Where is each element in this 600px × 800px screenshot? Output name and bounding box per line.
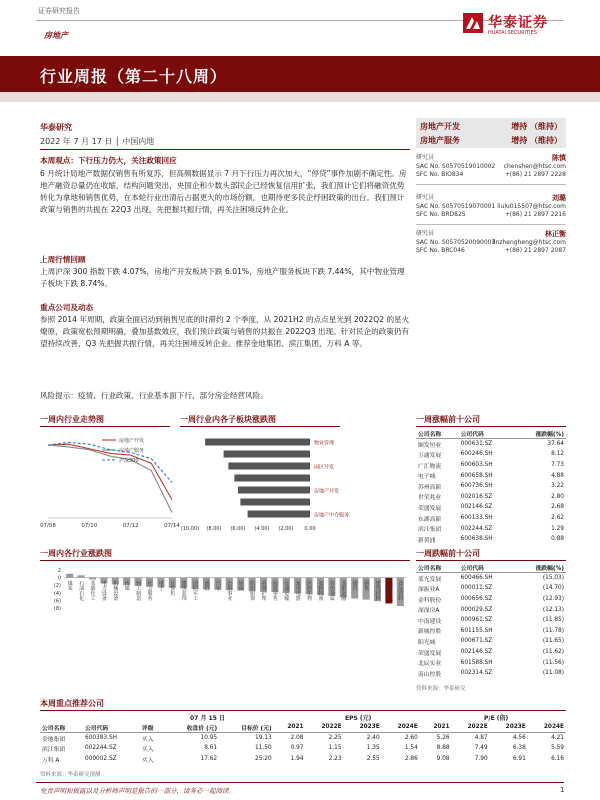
footer-divider xyxy=(36,782,564,783)
category-label: 食品饮料 xyxy=(397,580,404,601)
analyst-sac: SAC No. S0570519070001 xyxy=(416,202,496,210)
category-label: 非银金融 xyxy=(340,580,347,601)
category-label: 公用事业 xyxy=(226,580,233,601)
table-row xyxy=(416,636,566,647)
table-cell: 1.94 xyxy=(290,756,304,763)
top-down-source: 资料来源：华泰研究 xyxy=(416,686,466,692)
analyst-sfc: SFC No. BRD825 xyxy=(416,211,466,218)
table-cell: 0.88 xyxy=(551,536,564,543)
recommend-table xyxy=(40,722,566,764)
chart2-title: 一周行业内各子板块涨跌图 xyxy=(180,415,276,424)
table-cell: 11.50 xyxy=(255,745,272,752)
table-cell: 4.56 xyxy=(512,735,526,742)
category-label: 建筑材料 xyxy=(374,580,381,601)
category-label: 交通运输 xyxy=(283,580,290,601)
table-cell: 1.35 xyxy=(366,745,380,752)
table-cell: (14.70) xyxy=(542,585,564,592)
analyst-email: liulu015507@htsc.com xyxy=(497,202,566,210)
table-cell: 0.97 xyxy=(290,745,304,752)
table-cell: 7.90 xyxy=(474,756,488,763)
table-cell: 4.21 xyxy=(551,735,564,742)
table-cell: 000671.SZ xyxy=(460,638,493,645)
header-cell: 2022E xyxy=(305,722,343,733)
table-cell: 6.38 xyxy=(512,745,526,752)
table-cell: (11.85) xyxy=(542,617,564,624)
table-cell: 金科股份 xyxy=(418,597,442,604)
analyst-role: 研究员 xyxy=(416,230,435,237)
table-cell: 阳光城 xyxy=(418,639,436,646)
header-cell: 2021 xyxy=(420,722,452,733)
category-label: 煤炭 xyxy=(66,580,73,591)
divider xyxy=(40,426,170,427)
bar xyxy=(238,487,310,494)
table-cell: 世荣兆业 xyxy=(418,495,442,502)
table-cell: 600466.SH xyxy=(460,575,493,582)
header-cell: 公司名称 xyxy=(416,428,459,439)
table-cell: 5.59 xyxy=(551,745,564,752)
table-cell: 电子城 xyxy=(418,474,436,481)
table-cell: 8.12 xyxy=(551,451,564,458)
table-cell: 金地集团 xyxy=(42,736,66,743)
analyst-role: 研究员 xyxy=(416,194,435,201)
x-tick-label: 07/14 xyxy=(164,523,180,529)
category-label: 建筑装饰 xyxy=(180,580,187,601)
table-row xyxy=(416,470,566,481)
top-up-table xyxy=(416,428,566,545)
category-label: 美容护理 xyxy=(260,580,267,601)
header-cell: 公司代码 xyxy=(459,428,515,439)
table-cell: 顺发恒业 xyxy=(418,442,442,449)
table-cell: 万通发展 xyxy=(418,452,442,459)
table-cell: 600603.SH xyxy=(460,462,493,469)
divider xyxy=(40,560,410,561)
category-label: 轻工制造 xyxy=(135,580,142,601)
table-cell: 2.55 xyxy=(366,756,380,763)
table-header-row xyxy=(416,428,566,439)
rating-row xyxy=(420,121,562,132)
table-row xyxy=(416,647,566,658)
rating-sector: 房地产开发 xyxy=(420,122,460,131)
top-down-title: 一周跌幅前十公司 xyxy=(416,549,480,558)
table-cell: 10.95 xyxy=(200,735,218,742)
header-cell: 2021 xyxy=(274,722,306,733)
table-row xyxy=(40,733,566,744)
report-date: 2022 年 7 月 17 日 │ 中国内地 xyxy=(40,137,155,146)
table-cell: 002016.SZ xyxy=(460,493,493,500)
table-row xyxy=(416,626,566,637)
legend-label: 房地产服务 xyxy=(119,448,145,454)
y-tick-label: (6) xyxy=(53,598,61,605)
category-label: 汽车 xyxy=(214,580,221,591)
industry-bar-chart xyxy=(40,564,410,682)
table-cell: 601155.SH xyxy=(460,627,493,634)
x-tick-label: (4.00) xyxy=(254,526,270,532)
table-cell: 19.13 xyxy=(255,735,272,742)
rating-row xyxy=(420,135,562,146)
page-number: 1 xyxy=(560,786,565,794)
category-label: 农林牧渔 xyxy=(317,580,324,601)
header-cell: 评级 xyxy=(140,722,165,733)
x-tick-label: 07/10 xyxy=(81,523,98,529)
category-label: 家用电器 xyxy=(294,580,301,601)
table-cell: 南山控股 xyxy=(418,671,442,678)
analyst-name: 陈慎 xyxy=(552,154,566,162)
table-cell: 蓝光发展 xyxy=(418,576,442,583)
table-cell: 东湖高新 xyxy=(418,516,442,523)
analyst-card xyxy=(416,154,566,180)
bar xyxy=(78,575,85,577)
category-label: 商贸零售 xyxy=(271,580,278,601)
rating-sector: 房地产服务 xyxy=(420,136,460,145)
table-cell: 深振业A xyxy=(418,586,440,593)
table-row xyxy=(416,523,566,534)
table-cell: 5.26 xyxy=(436,735,450,742)
y-tick-label: (4) xyxy=(53,590,61,597)
category-label: 环保 xyxy=(237,580,244,591)
table-cell: 1.54 xyxy=(404,745,418,752)
analyst-sac: SAC No. S0570519010002 xyxy=(416,162,496,170)
table-cell: 荣盛发展 xyxy=(418,505,442,512)
header-cell: 公司名称 xyxy=(40,722,83,733)
table-cell: 7.49 xyxy=(474,745,488,752)
table-cell: 2.40 xyxy=(366,735,380,742)
table-row xyxy=(40,743,566,754)
header-cell: 2023E xyxy=(490,722,528,733)
analyst-role: 研究员 xyxy=(416,154,435,161)
table-cell: 8.88 xyxy=(436,745,450,752)
chart3-title: 一周内各行业涨跌图 xyxy=(40,549,112,558)
x-tick-label: (2.00) xyxy=(278,526,294,532)
table-row xyxy=(40,754,566,765)
market-body: 上周沪深 300 指数下跌 4.07%，房地产开发板块下跌 6.01%，房地产服务板块下跌 7.44%，其中物业管理子板块下跌 8.74%。 xyxy=(40,267,405,288)
table-cell: 广汇物流 xyxy=(418,463,442,470)
category-label: 计算机 xyxy=(169,580,176,596)
table-cell: 000029.SZ xyxy=(460,606,493,613)
category-label: 钢铁 xyxy=(363,580,370,591)
logo-cn: 华泰证券 xyxy=(488,15,548,31)
rating-box xyxy=(416,118,566,148)
bar xyxy=(228,463,310,470)
rating-value: 增持 （维持） xyxy=(511,136,562,145)
table-row xyxy=(416,460,566,471)
table-cell: 002244.SZ xyxy=(84,745,117,752)
table-cell: 2.80 xyxy=(551,493,564,500)
table-cell: (12.93) xyxy=(542,596,564,603)
table-cell: 002146.SZ xyxy=(460,504,493,511)
legend-label: 房地产开发 xyxy=(119,438,145,444)
category-label: 物业管理 xyxy=(314,440,335,447)
table-header-row xyxy=(40,722,566,733)
x-tick-label: 0.00 xyxy=(304,526,316,532)
recommend-source: 资料来源：华泰研究预测 xyxy=(40,772,101,778)
table-cell: 6.91 xyxy=(512,756,526,763)
table-cell: 000656.SZ xyxy=(460,596,493,603)
table-cell: 000961.SZ xyxy=(460,617,493,624)
table-cell: 601588.SH xyxy=(460,659,493,666)
table-row xyxy=(416,668,566,679)
disclaimer: 免责声明和披露以及分析师声明是报告的一部分，请务必一起阅读。 xyxy=(40,787,235,795)
category-label: 社会服务 xyxy=(146,580,153,601)
table-cell: 北辰实业 xyxy=(418,661,442,668)
category-label: 房地产 xyxy=(385,580,392,596)
table-cell: (12.13) xyxy=(542,606,564,613)
table-cell: 1.29 xyxy=(551,525,564,532)
table-cell: 600133.SH xyxy=(460,515,493,522)
table-cell: 8.61 xyxy=(204,745,218,752)
banner-strip xyxy=(0,92,600,102)
header-cell: 涨跌幅(%) xyxy=(515,562,566,573)
table-row xyxy=(416,534,566,545)
table-row xyxy=(416,657,566,668)
y-tick-label: (8) xyxy=(53,606,61,612)
table-cell: 002314.SZ xyxy=(460,670,493,677)
summary-heading: 本周观点：下行压力仍大，关注政策回应 xyxy=(40,156,177,165)
table-cell: 2.25 xyxy=(328,735,342,742)
header-cell: 公司代码 xyxy=(83,722,140,733)
table-cell: 万科 A xyxy=(42,757,60,764)
table-cell: (11.65) xyxy=(542,638,564,645)
table-header-row xyxy=(416,562,566,573)
table-cell: 600736.SH xyxy=(460,483,493,490)
table-cell: 25.20 xyxy=(255,756,272,763)
series-line xyxy=(48,445,172,512)
category-label: 机械设备 xyxy=(112,580,119,601)
table-cell: 中南建设 xyxy=(418,618,442,625)
analyst-card xyxy=(416,230,566,256)
table-cell: (11.08) xyxy=(542,670,564,677)
table-cell: 2.68 xyxy=(551,504,564,511)
table-row xyxy=(416,502,566,513)
category-label: 园区开发 xyxy=(314,464,335,471)
subsector-bar-chart xyxy=(180,432,360,542)
header-cell: 公司名称 xyxy=(416,562,459,573)
category-label: 银行 xyxy=(351,580,358,591)
x-tick-label: 07/12 xyxy=(122,523,139,529)
chart1-title: 一周内行业走势图 xyxy=(40,415,104,424)
market-heading: 上周行情回顾 xyxy=(40,255,86,264)
category-label: 通信 xyxy=(203,580,210,591)
bar xyxy=(66,574,73,578)
bar xyxy=(240,499,310,506)
analyst-email: linzhengheng@htsc.com xyxy=(492,238,566,246)
top-down-table xyxy=(416,562,566,679)
table-cell: 000631.SZ xyxy=(460,441,493,448)
series-line xyxy=(48,442,172,482)
analyst-name: 刘璐 xyxy=(552,194,566,202)
logo-mark-icon xyxy=(462,12,484,34)
table-cell: 荣盛发展 xyxy=(418,650,442,657)
table-row xyxy=(416,573,566,584)
top-up-title: 一周涨幅前十公司 xyxy=(416,415,480,424)
category-label: 电力设备 xyxy=(100,580,107,601)
divider xyxy=(416,426,566,427)
category-label: 房地产中介服务 xyxy=(314,512,350,519)
category-label: 基础化工 xyxy=(89,580,96,601)
analyst-phone: +(86) 21 2897 2087 xyxy=(504,247,566,254)
table-row xyxy=(416,492,566,503)
analyst-email: chenshen@htsc.com xyxy=(503,162,566,170)
analyst-name: 林正衡 xyxy=(545,230,566,238)
table-cell: 600638.SH xyxy=(460,536,493,543)
divider xyxy=(40,149,410,150)
table-cell: 6.16 xyxy=(551,756,564,763)
category-label: 国防军工 xyxy=(192,580,199,601)
page-title: 行业周报（第二十八周） xyxy=(40,67,228,86)
analyst-sfc: SFC No. BIO834 xyxy=(416,171,464,178)
risk-note: 风险提示：疫情、行业政策、行业基本面下行、部分房企经营风险。 xyxy=(40,391,268,400)
bar xyxy=(234,475,310,482)
table-cell: 600383.SH xyxy=(84,735,117,742)
table-row xyxy=(416,583,566,594)
x-tick-label: 07/08 xyxy=(40,523,56,529)
recommend-title: 本周重点推荐公司 xyxy=(40,699,104,708)
header-cell: 2023E xyxy=(344,722,382,733)
header-cell: 目标价 (元) xyxy=(219,722,274,733)
category-label: 石油石化 xyxy=(78,580,85,601)
bar xyxy=(248,511,310,518)
category-label: 纺织服饰 xyxy=(249,580,256,601)
x-tick-label: (8.00) xyxy=(206,526,222,532)
category-label: 房地产开发 xyxy=(314,488,340,495)
table-cell: (15.03) xyxy=(542,575,564,582)
table-cell: 4.87 xyxy=(474,735,488,742)
analyst-sac: SAC No. S0570520090003 xyxy=(416,238,496,246)
table-cell: 2.62 xyxy=(551,515,564,522)
recommend-date: 07 月 15 日 xyxy=(190,715,225,722)
table-cell: 滨江集团 xyxy=(42,746,66,753)
table-cell: 深深房A xyxy=(418,608,440,615)
category-label: 电子 xyxy=(157,580,164,591)
table-cell: 4.88 xyxy=(551,472,564,479)
header-cell: 公司代码 xyxy=(459,562,515,573)
table-cell: 2.23 xyxy=(328,756,342,763)
header-cell: 收盘价 (元) xyxy=(165,722,220,733)
table-cell: 买入 xyxy=(141,736,154,743)
divider xyxy=(180,426,340,427)
logo-en: HUATAI SECURITIES xyxy=(488,30,537,36)
table-cell: 7.73 xyxy=(551,462,564,469)
table-cell: (11.78) xyxy=(542,627,564,634)
report-type: 证券研究报告 xyxy=(38,7,80,15)
bar xyxy=(205,439,310,446)
divider xyxy=(40,710,566,711)
table-cell: 滨江集团 xyxy=(418,527,442,534)
summary-body: 6 月统计局地产数据仅销售有所复苏，但高频数据显示 7 月下行压力再次加大，“停贷”事件加剧不确定性。房地产融资总量仍在收缩，结构问题突出，央国企和少数头部民企已经恢复信用扩张，我们预计它们将融资优势转化为拿地和销售优势，在本轮行业出清后占据更大的市场份额，也期待更多民企纾困政策的出台。我们预计政策与销售的共振在 22Q3 出现，先把握共振行情，再关注困境反转企业。 xyxy=(40,169,407,214)
table-cell: 2.60 xyxy=(404,735,418,742)
table-row xyxy=(416,604,566,615)
category-label: 医药生物 xyxy=(306,580,313,601)
table-cell: (11.62) xyxy=(542,649,564,656)
category-label: 传媒 xyxy=(123,580,130,591)
table-cell: 苏州高新 xyxy=(418,484,442,491)
analyst-phone: +(86) 21 2897 2216 xyxy=(504,211,566,218)
table-cell: 37.64 xyxy=(547,441,564,448)
table-row xyxy=(416,481,566,492)
industry-trend-chart xyxy=(40,430,180,538)
firm-logo xyxy=(462,10,572,40)
company-body: 参照 2014 年周期，政策全面启动到销售见底的时滞约 2 个季度，从 2021H2 的点点星光到 2022Q2 的星火燎原，政策宽松预期明确，叠加基数效应，我们预计政策与销售的共振在 2022Q3 出现。针对民企的政策仍有望持续改善，Q3 先把握共振行情，再关注困境反转企业。推荐金地集团、滨江集团、万科 A 等。 xyxy=(40,315,410,348)
firm-name: 华泰研究 xyxy=(40,123,72,132)
table-cell: 2.86 xyxy=(404,756,418,763)
analyst-sfc: SFC No. BRC046 xyxy=(416,247,465,254)
series-line xyxy=(48,444,172,500)
y-tick-label: 2 xyxy=(57,568,61,574)
y-tick-label: (2) xyxy=(53,583,61,590)
header-cell: 2024E xyxy=(528,722,566,733)
table-row xyxy=(416,439,566,450)
table-row xyxy=(416,449,566,460)
y-tick-label: 0 xyxy=(57,575,61,582)
header-cell: 2022E xyxy=(452,722,490,733)
divider xyxy=(416,560,566,561)
table-cell: 000011.SZ xyxy=(460,585,493,592)
legend-label: 沪深300 xyxy=(119,458,139,464)
x-tick-label: (6.00) xyxy=(230,526,246,532)
table-cell: 000002.SZ xyxy=(84,756,117,763)
table-cell: (11.56) xyxy=(542,659,564,666)
rating-value: 增持 （维持） xyxy=(511,122,562,131)
table-cell: 买入 xyxy=(141,746,154,753)
table-cell: 600658.SH xyxy=(460,472,493,479)
x-tick-label: (10.00) xyxy=(180,526,200,532)
header-cell: 涨跌幅(%) xyxy=(515,428,566,439)
pe-label: P/E (倍) xyxy=(484,715,509,722)
company-heading: 重点公司及动态 xyxy=(40,303,94,312)
table-cell: 002244.SZ xyxy=(460,525,493,532)
bar xyxy=(224,451,310,458)
table-cell: 9.08 xyxy=(436,756,450,763)
table-cell: 1.15 xyxy=(328,745,342,752)
table-cell: 002146.SZ xyxy=(460,649,493,656)
table-row xyxy=(416,594,566,605)
eps-label: EPS (元) xyxy=(345,715,372,722)
table-cell: 新城控股 xyxy=(418,629,442,636)
divider xyxy=(416,224,566,225)
table-cell: 600246.SH xyxy=(460,451,493,458)
analyst-phone: +(86) 21 2897 2228 xyxy=(504,171,566,178)
table-cell: 17.62 xyxy=(200,756,218,763)
header-cell: 2024E xyxy=(382,722,420,733)
table-cell: 买入 xyxy=(141,757,154,764)
category-label: 有色金属 xyxy=(328,580,335,601)
table-cell: 3.22 xyxy=(551,483,564,490)
industry-tag: 房地产 xyxy=(44,31,68,40)
table-cell: 新黄浦 xyxy=(418,537,436,544)
table-row xyxy=(416,615,566,626)
analyst-card xyxy=(416,194,566,220)
divider xyxy=(416,184,566,185)
table-row xyxy=(416,513,566,524)
table-cell: 2.08 xyxy=(290,735,304,742)
